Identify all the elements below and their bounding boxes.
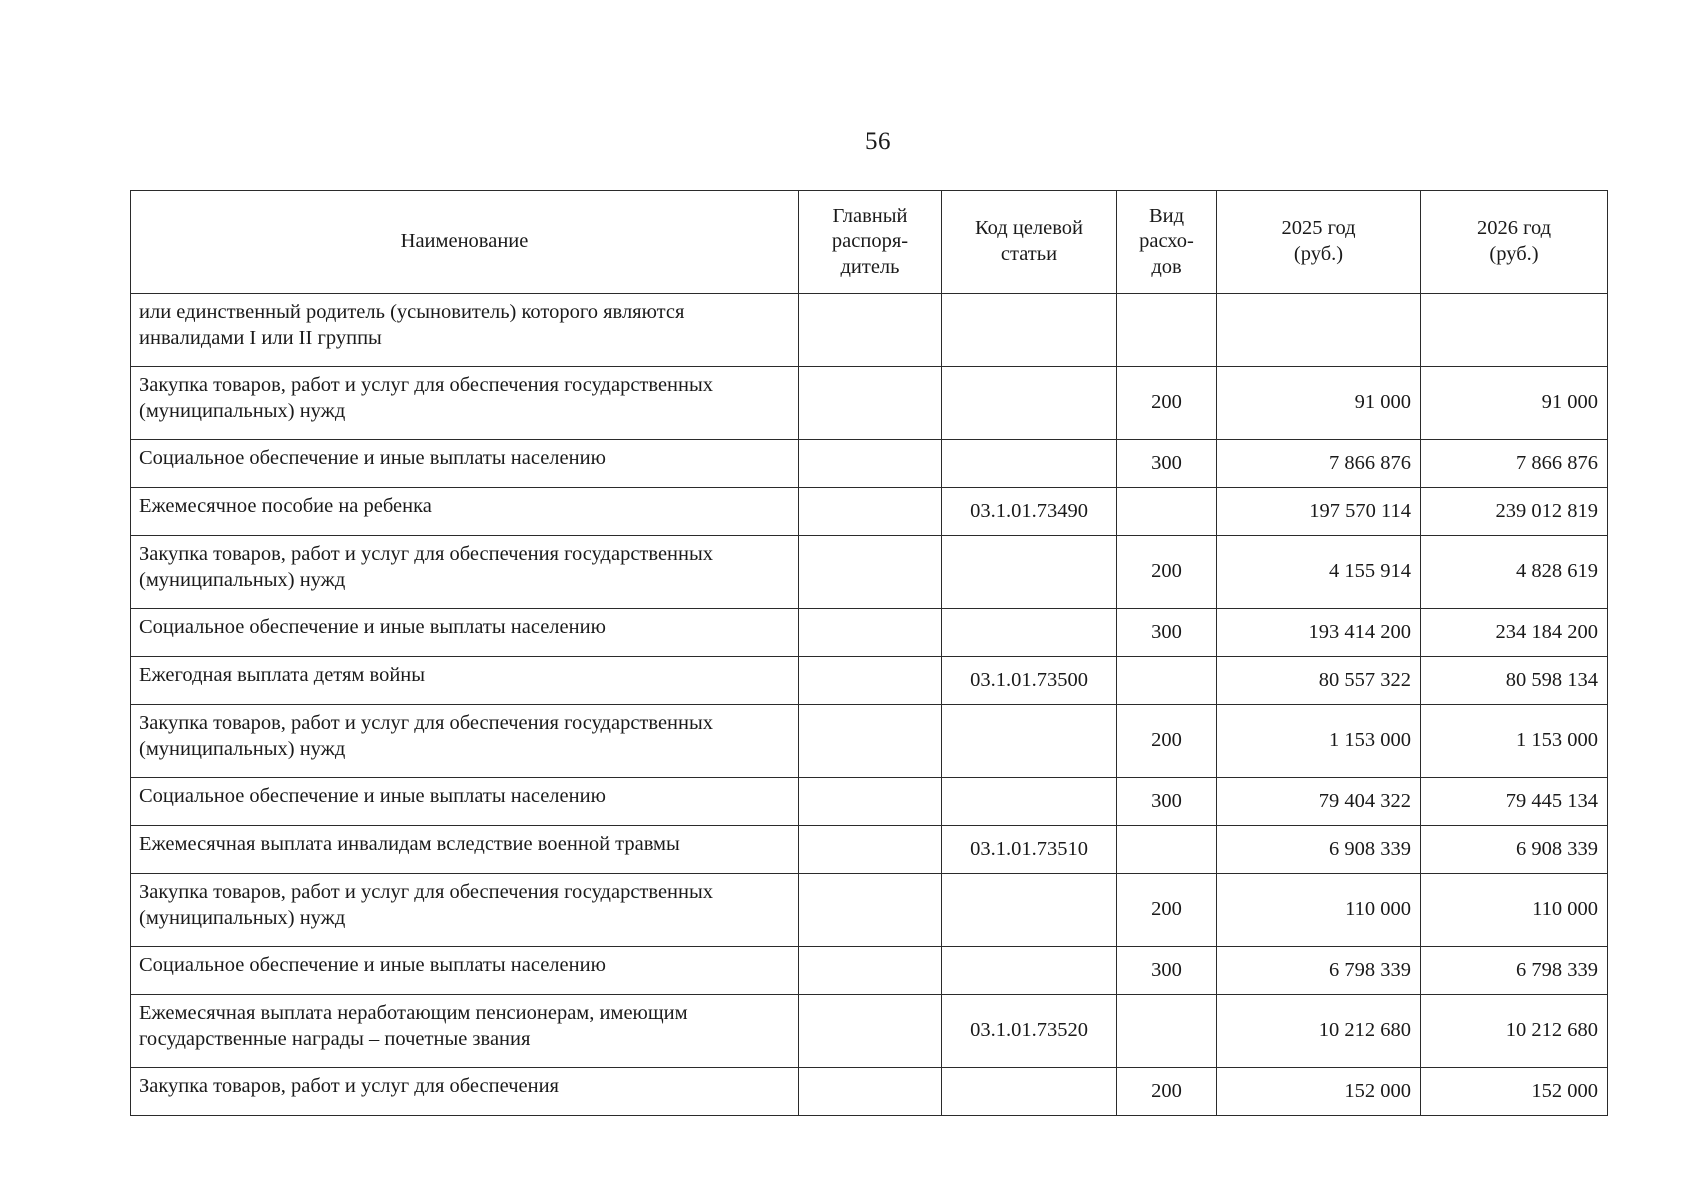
cell-type: 200 bbox=[1117, 536, 1217, 609]
table-row bbox=[131, 536, 1608, 609]
cell-2026: 10 212 680 bbox=[1421, 995, 1608, 1068]
cell-type bbox=[1117, 294, 1217, 367]
cell-2025: 7 866 876 bbox=[1217, 440, 1421, 488]
cell-manager bbox=[799, 488, 942, 536]
cell-code: 03.1.01.73490 bbox=[942, 488, 1117, 536]
cell-2025: 79 404 322 bbox=[1217, 778, 1421, 826]
cell-code bbox=[942, 367, 1117, 440]
cell-2026: 239 012 819 bbox=[1421, 488, 1608, 536]
cell-code: 03.1.01.73510 bbox=[942, 826, 1117, 874]
table-row bbox=[131, 1068, 1608, 1116]
table-row bbox=[131, 294, 1608, 367]
cell-manager bbox=[799, 826, 942, 874]
cell-code bbox=[942, 874, 1117, 947]
cell-type bbox=[1117, 826, 1217, 874]
header-name: Наименование bbox=[131, 191, 799, 294]
cell-name: Закупка товаров, работ и услуг для обеспечения bbox=[131, 1068, 799, 1116]
cell-2025: 6 798 339 bbox=[1217, 947, 1421, 995]
cell-code bbox=[942, 609, 1117, 657]
cell-name: Закупка товаров, работ и услуг для обеспечения государственных (муниципальных) нужд bbox=[131, 536, 799, 609]
cell-type: 200 bbox=[1117, 367, 1217, 440]
cell-2026: 80 598 134 bbox=[1421, 657, 1608, 705]
cell-name: Ежемесячное пособие на ребенка bbox=[131, 488, 799, 536]
cell-type: 300 bbox=[1117, 947, 1217, 995]
table-row bbox=[131, 440, 1608, 488]
cell-manager bbox=[799, 367, 942, 440]
cell-code bbox=[942, 536, 1117, 609]
cell-type bbox=[1117, 657, 1217, 705]
cell-type: 300 bbox=[1117, 778, 1217, 826]
table-row bbox=[131, 874, 1608, 947]
table-row bbox=[131, 995, 1608, 1068]
cell-manager bbox=[799, 705, 942, 778]
cell-type bbox=[1117, 488, 1217, 536]
cell-2026: 110 000 bbox=[1421, 874, 1608, 947]
cell-manager bbox=[799, 778, 942, 826]
cell-2025: 197 570 114 bbox=[1217, 488, 1421, 536]
cell-2026 bbox=[1421, 294, 1608, 367]
cell-manager bbox=[799, 609, 942, 657]
cell-manager bbox=[799, 440, 942, 488]
cell-type bbox=[1117, 995, 1217, 1068]
cell-name: Социальное обеспечение и иные выплаты населению bbox=[131, 440, 799, 488]
cell-2026: 234 184 200 bbox=[1421, 609, 1608, 657]
cell-code bbox=[942, 778, 1117, 826]
cell-name: Социальное обеспечение и иные выплаты населению bbox=[131, 947, 799, 995]
cell-type: 300 bbox=[1117, 609, 1217, 657]
cell-2025: 10 212 680 bbox=[1217, 995, 1421, 1068]
table-body bbox=[131, 294, 1608, 1116]
cell-2026: 6 798 339 bbox=[1421, 947, 1608, 995]
cell-2025: 110 000 bbox=[1217, 874, 1421, 947]
cell-2025: 4 155 914 bbox=[1217, 536, 1421, 609]
cell-manager bbox=[799, 947, 942, 995]
cell-2026: 7 866 876 bbox=[1421, 440, 1608, 488]
cell-code bbox=[942, 294, 1117, 367]
cell-name: Закупка товаров, работ и услуг для обеспечения государственных (муниципальных) нужд bbox=[131, 367, 799, 440]
page-number: 56 bbox=[865, 128, 891, 155]
table-row bbox=[131, 657, 1608, 705]
header-manager: Главный распоря- дитель bbox=[799, 191, 942, 294]
table-row bbox=[131, 778, 1608, 826]
cell-code bbox=[942, 705, 1117, 778]
cell-type: 200 bbox=[1117, 705, 1217, 778]
cell-code bbox=[942, 947, 1117, 995]
cell-manager bbox=[799, 995, 942, 1068]
cell-code: 03.1.01.73520 bbox=[942, 995, 1117, 1068]
cell-2025: 80 557 322 bbox=[1217, 657, 1421, 705]
header-row bbox=[131, 191, 1608, 294]
cell-name: Социальное обеспечение и иные выплаты населению bbox=[131, 609, 799, 657]
header-2026: 2026 год (руб.) bbox=[1421, 191, 1608, 294]
header-2025: 2025 год (руб.) bbox=[1217, 191, 1421, 294]
table-row bbox=[131, 826, 1608, 874]
cell-2025 bbox=[1217, 294, 1421, 367]
budget-table bbox=[130, 190, 1608, 1116]
cell-code: 03.1.01.73500 bbox=[942, 657, 1117, 705]
cell-2025: 193 414 200 bbox=[1217, 609, 1421, 657]
cell-code bbox=[942, 440, 1117, 488]
cell-2025: 152 000 bbox=[1217, 1068, 1421, 1116]
table-row bbox=[131, 705, 1608, 778]
table-row bbox=[131, 488, 1608, 536]
cell-name: Ежегодная выплата детям войны bbox=[131, 657, 799, 705]
cell-2026: 1 153 000 bbox=[1421, 705, 1608, 778]
cell-manager bbox=[799, 536, 942, 609]
table-row bbox=[131, 367, 1608, 440]
cell-2026: 4 828 619 bbox=[1421, 536, 1608, 609]
cell-manager bbox=[799, 1068, 942, 1116]
cell-2026: 79 445 134 bbox=[1421, 778, 1608, 826]
cell-code bbox=[942, 1068, 1117, 1116]
table-header bbox=[131, 191, 1608, 294]
cell-2026: 152 000 bbox=[1421, 1068, 1608, 1116]
cell-manager bbox=[799, 294, 942, 367]
cell-manager bbox=[799, 874, 942, 947]
cell-2025: 1 153 000 bbox=[1217, 705, 1421, 778]
cell-type: 200 bbox=[1117, 874, 1217, 947]
cell-2025: 91 000 bbox=[1217, 367, 1421, 440]
cell-2026: 6 908 339 bbox=[1421, 826, 1608, 874]
cell-name: Закупка товаров, работ и услуг для обеспечения государственных (муниципальных) нужд bbox=[131, 874, 799, 947]
header-type: Вид расхо- дов bbox=[1117, 191, 1217, 294]
cell-name: Закупка товаров, работ и услуг для обеспечения государственных (муниципальных) нужд bbox=[131, 705, 799, 778]
cell-type: 300 bbox=[1117, 440, 1217, 488]
cell-2025: 6 908 339 bbox=[1217, 826, 1421, 874]
table-row bbox=[131, 947, 1608, 995]
cell-name: или единственный родитель (усыновитель) которого являются инвалидами I или II группы bbox=[131, 294, 799, 367]
cell-2026: 91 000 bbox=[1421, 367, 1608, 440]
header-code: Код целевой статьи bbox=[942, 191, 1117, 294]
table-row bbox=[131, 609, 1608, 657]
cell-manager bbox=[799, 657, 942, 705]
cell-name: Социальное обеспечение и иные выплаты населению bbox=[131, 778, 799, 826]
cell-type: 200 bbox=[1117, 1068, 1217, 1116]
cell-name: Ежемесячная выплата инвалидам вследствие военной травмы bbox=[131, 826, 799, 874]
cell-name: Ежемесячная выплата неработающим пенсионерам, имеющим государственные награды – почетные звания bbox=[131, 995, 799, 1068]
